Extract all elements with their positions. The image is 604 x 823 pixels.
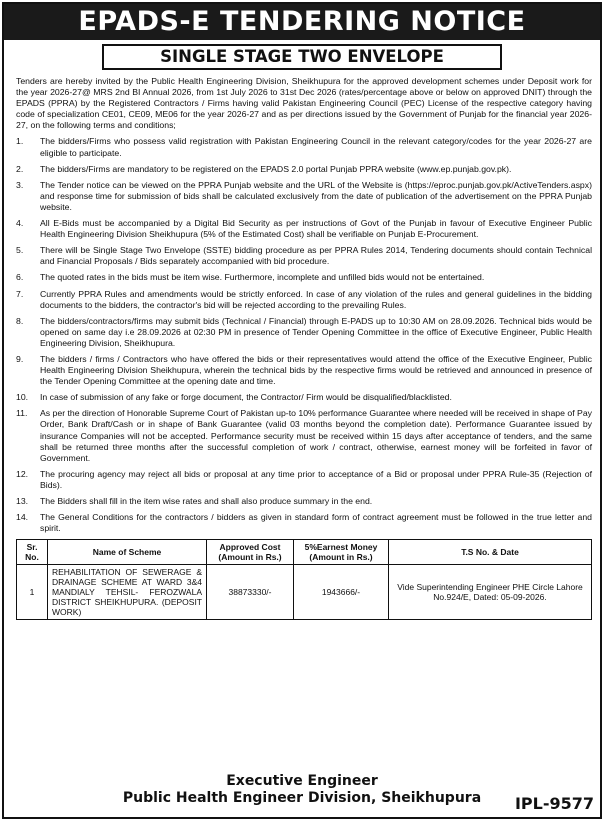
col-scheme-name: Name of Scheme: [48, 540, 207, 565]
term-item: [16, 245, 592, 267]
notice-body: [4, 76, 600, 620]
signature-block: [4, 771, 600, 817]
signatory: [4, 773, 600, 807]
term-item: [16, 512, 592, 534]
cell-scheme-name: REHABILITATION OF SEWERAGE & DRAINAGE SCHEME AT WARD 3&4 MANDIALY TEHSIL- FEROZWALA DISTRICT SHEIKHUPURA. (DEPOSIT WORK): [48, 565, 207, 620]
term-item: [16, 136, 592, 158]
term-item: [16, 392, 592, 403]
term-number: 5.: [16, 245, 24, 256]
term-number: 7.: [16, 288, 24, 299]
cell-earnest-money: 1943666/-: [294, 565, 389, 620]
col-approved-cost: Approved Cost (Amount in Rs.): [207, 540, 294, 565]
table-header-row: [17, 540, 592, 565]
term-number: 11.: [16, 408, 28, 419]
terms-list: [16, 136, 592, 534]
col-ts-no-date: T.S No. & Date: [389, 540, 592, 565]
term-text: In case of submission of any fake or forge document, the Contractor/ Firm would be disqualified/blacklisted.: [40, 392, 452, 403]
term-item: [16, 408, 592, 463]
term-item: [16, 289, 592, 311]
cell-ts-no-date: Vide Superintending Engineer PHE Circle Lahore No.924/E, Dated: 05-09-2026.: [389, 565, 592, 620]
notice-title: EPADS-E TENDERING NOTICE: [4, 4, 600, 40]
term-number: 2.: [16, 163, 24, 174]
term-text: The General Conditions for the contractors / bidders as given in standard form of contract agreement must be followed in the true letter and spirit.: [40, 512, 592, 534]
tender-notice-page: [2, 2, 602, 819]
term-text: The procuring agency may reject all bids or proposal at any time prior to acceptance of a Bid or proposal under PPRA Rule-35 (Rejection of Bids).: [40, 468, 592, 490]
term-item: [16, 316, 592, 349]
term-number: 6.: [16, 272, 24, 283]
intro-paragraph: Tenders are hereby invited by the Public Health Engineering Division, Sheikhupura for the approved development schemes under Deposit work for the year 2026-27@ MRS 2nd BI Annual 2026, from 1st July 2026 to 31st Dec 2026 (rates/percentage above or below on approved DNIT) through the EPADS (PPRA) by the Registered Contractors / Firms having valid Pakistan Engineering Council (PEC) License of the respective category having code of specialization CE01, CE09, ME06 for the year 2026-27 and as per directions issued by the Government of Punjab for the financial year 2026- 27, on the following terms and conditions;: [16, 76, 592, 131]
term-text: All E-Bids must be accompanied by a Digital Bid Security as per instructions of Govt of the Punjab in favour of Executive Engineer Public Health Engineering Division Sheikhupura (5% of the Estimated Cost) shall be verifiable on Punjab E-Procurement.: [40, 218, 592, 240]
col-earnest-money: 5%Earnest Money (Amount in Rs.): [294, 540, 389, 565]
signatory-title: Executive Engineer: [226, 773, 378, 789]
term-item: [16, 164, 592, 175]
term-text: The bidders/Firms who possess valid registration with Pakistan Engineering Council in the relevant category/codes for the year 2026-27 are eligible to participate.: [40, 136, 592, 158]
term-number: 4.: [16, 218, 24, 229]
term-item: [16, 354, 592, 387]
cell-sr-no: 1: [17, 565, 48, 620]
term-number: 9.: [16, 353, 24, 364]
term-text: The quoted rates in the bids must be item wise. Furthermore, incomplete and unfilled bids would not be entertained.: [40, 272, 485, 283]
term-text: The bidders / firms / Contractors who have offered the bids or their representatives would attend the office of the Executive Engineer, Public Health Engineering Division Sheikhupura, wherein the technical bids by the respective firms would be retrieved and announced in presence of the Tender Opening Committee at the opening date and time.: [40, 353, 592, 387]
term-item: [16, 218, 592, 240]
term-item: [16, 180, 592, 213]
term-number: 1.: [16, 136, 24, 147]
scheme-table: [16, 539, 592, 620]
term-text: As per the direction of Honorable Supreme Court of Pakistan up-to 10% performance Guarantee where needed will be received in shape of Pay Order, Bank Draft/Cash or in shape of Bank Guarantee (valid 03 months beyond the completion date). Performance Guarantee issued by insurance Companies will not be accepted. Performance security must be received within 15 days after acceptance of tenders, and the same shall be returned three months after the successful completion of work / contract, otherwise, earnest money will be forfeited in favor of Government.: [40, 408, 592, 463]
term-text: The Tender notice can be viewed on the PPRA Punjab website and the URL of the Website is (https://eproc.punjab.gov.pk/ActiveTenders.aspx) and response time for submission of bids shall be calculated exclusively from the date of publication of the advertisement on the PPRA Punjab website.: [40, 179, 592, 212]
notice-subtitle: SINGLE STAGE TWO ENVELOPE: [102, 44, 502, 70]
term-text: The bidders/Firms are mandatory to be registered on the EPADS 2.0 portal Punjab PPRA website (www.ep.punjab.gov.pk).: [40, 163, 512, 174]
col-sr-no: Sr. No.: [17, 540, 48, 565]
term-number: 8.: [16, 315, 24, 326]
term-number: 14.: [16, 512, 29, 523]
term-text: The bidders/contractors/firms may submit bids (Technical / Financial) through E-PADS up to 10:30 AM on 28.09.2026. Technical bids would be opened on same day i.e 28.09.2026 at 02:30 PM in presence of Tender Opening Committee in the office of Executive Engineer, Public Health Engineering Division, Sheikhupura.: [40, 315, 592, 348]
term-item: [16, 272, 592, 283]
term-number: 13.: [16, 496, 29, 506]
ipl-reference-code: IPL-9577: [514, 794, 594, 813]
table-row: [17, 565, 592, 620]
signatory-office: Public Health Engineer Division, Sheikhupura: [122, 790, 482, 806]
term-number: 12.: [16, 468, 29, 479]
cell-approved-cost: 38873330/-: [207, 565, 294, 620]
term-number: 3.: [16, 179, 24, 190]
term-text: Currently PPRA Rules and amendments would be strictly enforced. In case of any violation of the rules and general guidelines in the bidding documents to the bidders, the contractor's bid will be rejected according to the prevailing Rules.: [40, 288, 592, 310]
term-text: There will be Single Stage Two Envelope (SSTE) bidding procedure as per PPRA Rules 2014, Tendering documents should contain Technical and Financial Proposals / Bids separately accompanied with bid procedure.: [40, 245, 592, 267]
term-text: The Bidders shall fill in the item wise rates and shall also produce summary in the end.: [40, 496, 373, 506]
term-item: [16, 496, 592, 507]
term-number: 10.: [16, 392, 29, 403]
term-item: [16, 469, 592, 491]
